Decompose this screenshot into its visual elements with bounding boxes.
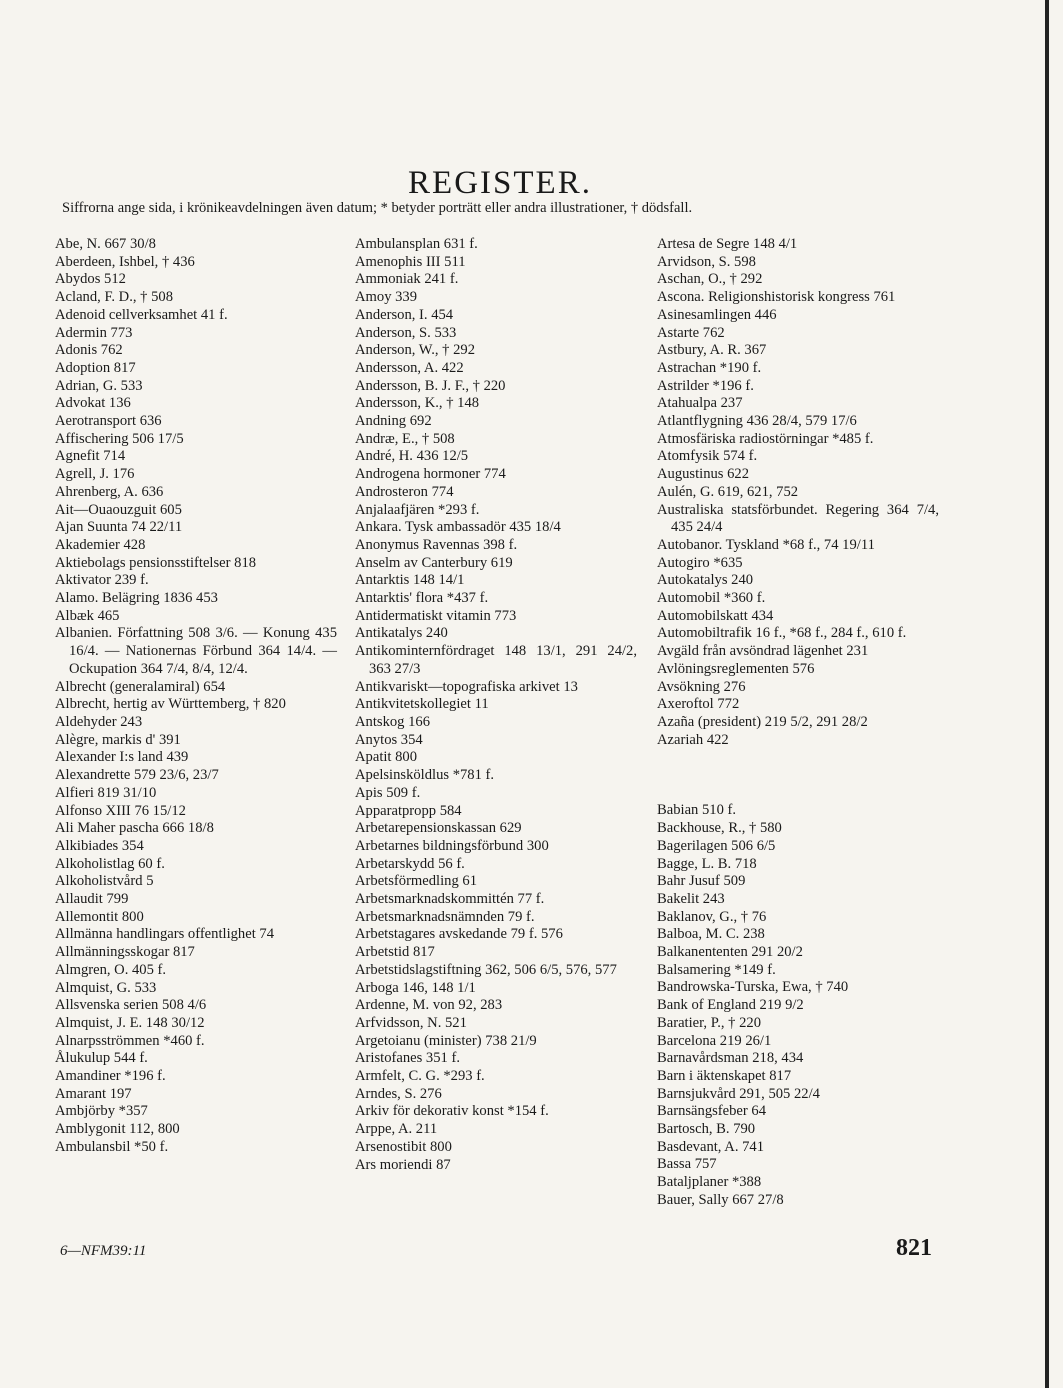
index-entry: Arbetarnes bildningsförbund 300 [355, 837, 549, 854]
index-entry: Artesa de Segre 148 4/1 [657, 236, 798, 252]
index-entry: Alfonso XIII 76 15/12 [55, 802, 186, 819]
signature-mark: 6—NFM39:11 [60, 1243, 147, 1259]
index-entry: Bandrowska-Turska, Ewa, † 740 [657, 979, 849, 996]
index-entry: Anjalaafjären *293 f. [355, 501, 480, 518]
index-entry: Bassa 757 [657, 1156, 717, 1173]
index-entry: Almquist, G. 533 [55, 979, 157, 996]
index-entry: Aschan, O., † 292 [657, 271, 763, 288]
index-entry: Abe, N. 667 30/8 [55, 236, 156, 252]
index-entry: Apatit 800 [355, 749, 418, 766]
index-entry: Aktiebolags pensionsstiftelser 818 [55, 554, 257, 571]
index-entry: Bagge, L. B. 718 [657, 855, 757, 872]
index-entry: Balsamering *149 f. [657, 961, 776, 978]
index-entry: Bataljplaner *388 [657, 1174, 762, 1191]
index-entry: Albrecht, hertig av Württemberg, † 820 [55, 696, 286, 713]
index-entry: Babian 510 f. [657, 802, 737, 819]
index-entry: Barnsängsfeber 64 [657, 1103, 767, 1120]
index-entry: Ambulansplan 631 f. [355, 236, 478, 252]
index-entry: Bank of England 219 9/2 [657, 997, 804, 1014]
index-entry: Antidermatiskt vitamin 773 [355, 607, 517, 624]
index-entry: Australiska statsförbundet. Regering 364 7/4, 435 24/4 [657, 501, 939, 536]
index-entry: Azariah 422 [657, 731, 729, 748]
index-entry: Andersson, K., † 148 [355, 395, 480, 412]
index-entry: Adonis 762 [55, 342, 123, 359]
index-entry: Antikatalys 240 [355, 625, 448, 642]
index-entry: Barcelona 219 26/1 [657, 1032, 772, 1049]
index-entry: Alkibiades 354 [55, 837, 144, 854]
index-entry: Argetoianu (minister) 738 21/9 [355, 1032, 537, 1049]
index-entry: Advokat 136 [55, 395, 131, 412]
index-entry: Atomfysik 574 f. [657, 448, 758, 465]
index-entry: Arbetstidslagstiftning 362, 506 6/5, 576, 577 [355, 961, 617, 978]
page-number: 821 [896, 1235, 932, 1261]
index-entry: Backhouse, R., † 580 [657, 820, 782, 837]
index-entry: Automobil *360 f. [657, 590, 766, 607]
index-entry: Alègre, markis d' 391 [55, 731, 181, 748]
index-entry: Almgren, O. 405 f. [55, 961, 167, 978]
index-entry: Antikvitetskollegiet 11 [355, 696, 489, 713]
index-entry: Albrecht (generalamiral) 654 [55, 678, 226, 695]
index-entry: Arsenostibit 800 [355, 1138, 452, 1155]
index-entry: Astrachan *190 f. [657, 359, 762, 376]
index-entry: Apparatpropp 584 [355, 802, 462, 819]
index-entry: Amoy 339 [355, 289, 418, 306]
section-gap [657, 749, 939, 802]
index-entry: Arkiv för dekorativ konst *154 f. [355, 1103, 549, 1120]
index-entry: Amblygonit 112, 800 [55, 1121, 180, 1138]
index-entry: Almquist, J. E. 148 30/12 [55, 1014, 205, 1031]
index-entry: Astbury, A. R. 367 [657, 342, 767, 359]
index-entry: Antarktis 148 14/1 [355, 572, 465, 589]
index-entry: Apis 509 f. [355, 784, 421, 801]
index-entry: Antskog 166 [355, 713, 430, 730]
index-entry: Basdevant, A. 741 [657, 1138, 765, 1155]
index-entry: Alnarpsströmmen *460 f. [55, 1032, 205, 1049]
index-entry: Baratier, P., † 220 [657, 1014, 761, 1031]
index-entry: Astrilder *196 f. [657, 377, 754, 394]
index-entry: Armfelt, C. G. *293 f. [355, 1068, 485, 1085]
register-legend: Siffrorna ange sida, i krönikeavdelningen även datum; * betyder porträtt eller andra illustrationer, † dödsfall. [62, 200, 693, 216]
index-entry: Aldehyder 243 [55, 713, 143, 730]
index-entry: Adermin 773 [55, 324, 133, 341]
index-entry: Ascona. Religionshistorisk kongress 761 [657, 289, 896, 306]
index-entry: Arbetstid 817 [355, 944, 435, 961]
index-entry: Axeroftol 772 [657, 696, 740, 713]
index-entry: Ålukulup 544 f. [55, 1050, 148, 1067]
index-entry: Alkoholistvård 5 [55, 873, 154, 890]
index-entry: Anonymus Ravennas 398 f. [355, 536, 518, 553]
index-entry: Arboga 146, 148 1/1 [355, 979, 476, 996]
index-entry: Amandiner *196 f. [55, 1068, 166, 1085]
index-entry: Albanien. Författning 508 3/6. — Konung 435 16/4. — Nationernas Förbund 364 14/4. — Ockupation 364 7/4, 8/4, 12/4. [55, 625, 337, 677]
index-entry: Balboa, M. C. 238 [657, 926, 765, 943]
page-edge [1045, 0, 1049, 1388]
index-entry: Asinesamlingen 446 [657, 306, 777, 323]
index-entry: Ammoniak 241 f. [355, 271, 459, 288]
index-entry: Adenoid cellverksamhet 41 f. [55, 306, 228, 323]
index-entry: Agnefit 714 [55, 448, 126, 465]
index-entry: Androgena hormoner 774 [355, 466, 506, 483]
index-entry: Andersson, A. 422 [355, 359, 464, 376]
index-entry: Bauer, Sally 667 27/8 [657, 1191, 784, 1208]
index-entry: Ali Maher pascha 666 18/8 [55, 820, 214, 837]
index-entry: Automobilskatt 434 [657, 607, 774, 624]
index-entry: Ars moriendi 87 [355, 1156, 451, 1173]
index-entry: Arbetarepensionskassan 629 [355, 820, 522, 837]
index-entry: Ajan Suunta 74 22/11 [55, 519, 183, 536]
index-entry: Akademier 428 [55, 536, 146, 553]
index-entry: Andræ, E., † 508 [355, 430, 455, 447]
index-entry: Atmosfäriska radiostörningar *485 f. [657, 430, 874, 447]
index-entry: Ahrenberg, A. 636 [55, 483, 164, 500]
index-entry: Arbetarskydd 56 f. [355, 855, 465, 872]
index-entry: Abydos 512 [55, 271, 126, 288]
index-entry: Ambulansbil *50 f. [55, 1138, 169, 1155]
index-entry: Arbetsmarknadskommittén 77 f. [355, 891, 545, 908]
index-entry: Alexander I:s land 439 [55, 749, 189, 766]
index-entry: Atlantflygning 436 28/4, 579 17/6 [657, 413, 857, 430]
index-entry: Baklanov, G., † 76 [657, 908, 767, 925]
index-entry: Avsökning 276 [657, 678, 746, 695]
index-entry: Augustinus 622 [657, 466, 750, 483]
index-entry: Antikominternfördraget 148 13/1, 291 24/2, 363 27/3 [355, 643, 637, 677]
index-entry: Allaudit 799 [55, 891, 129, 908]
index-entry: Arvidson, S. 598 [657, 253, 756, 270]
index-column-3 [657, 236, 939, 1210]
index-entry: Autogiro *635 [657, 554, 743, 571]
index-entry: Amenophis III 511 [355, 253, 466, 270]
index-entry: Bahr Jusuf 509 [657, 873, 746, 890]
index-entry: Affischering 506 17/5 [55, 430, 184, 447]
index-entry: Barnsjukvård 291, 505 22/4 [657, 1085, 820, 1102]
index-entry: Andersson, B. J. F., † 220 [355, 377, 506, 394]
index-entry: Anderson, W., † 292 [355, 342, 475, 359]
index-entry: Bartosch, B. 790 [657, 1121, 756, 1138]
index-entry: Alfieri 819 31/10 [55, 784, 157, 801]
index-entry: Ardenne, M. von 92, 283 [355, 997, 503, 1014]
index-entry: Bagerilagen 506 6/5 [657, 837, 776, 854]
index-entry: André, H. 436 12/5 [355, 448, 469, 465]
index-entry: Allmänna handlingars offentlighet 74 [55, 926, 274, 943]
index-entry: Albæk 465 [55, 607, 120, 624]
index-entry: Anderson, I. 454 [355, 306, 454, 323]
index-entry: Automobiltrafik 16 f., *68 f., 284 f., 610 f. [657, 625, 907, 642]
index-entry: Allemontit 800 [55, 908, 144, 925]
index-column-1 [55, 236, 337, 1157]
index-entry: Bakelit 243 [657, 890, 725, 907]
index-entry: Anselm av Canterbury 619 [355, 554, 513, 571]
index-entry: Avgäld från avsöndrad lägenhet 231 [657, 643, 869, 660]
index-entry: Agrell, J. 176 [55, 466, 135, 483]
index-entry: Balkanententen 291 20/2 [657, 944, 803, 961]
index-entry: Allsvenska serien 508 4/6 [55, 997, 207, 1014]
index-entry: Aristofanes 351 f. [355, 1050, 460, 1067]
index-entry: Anytos 354 [355, 731, 423, 748]
index-entry: Avlöningsreglementen 576 [657, 660, 815, 677]
index-entry: Anderson, S. 533 [355, 324, 457, 341]
index-entry: Andning 692 [355, 413, 432, 430]
index-entry: Adrian, G. 533 [55, 377, 143, 394]
index-entry: Antarktis' flora *437 f. [355, 590, 489, 607]
index-entry: Alamo. Belägring 1836 453 [55, 590, 218, 607]
index-entry: Arfvidsson, N. 521 [355, 1014, 467, 1031]
index-entry: Ait—Ouaouzguit 605 [55, 501, 182, 518]
index-entry: Arbetsmarknadsnämnden 79 f. [355, 908, 535, 925]
index-entry: Apelsinsköldlus *781 f. [355, 767, 495, 784]
index-entry: Ambjörby *357 [55, 1103, 148, 1120]
index-entry: Alexandrette 579 23/6, 23/7 [55, 767, 219, 784]
index-column-2 [355, 236, 637, 1174]
index-entry: Androsteron 774 [355, 483, 454, 500]
index-entry: Arbetstagares avskedande 79 f. 576 [355, 926, 563, 943]
index-entry: Astarte 762 [657, 324, 725, 341]
index-entry: Amarant 197 [55, 1085, 132, 1102]
index-entry: Acland, F. D., † 508 [55, 289, 174, 306]
index-entry: Autokatalys 240 [657, 572, 754, 589]
index-entry: Azaña (president) 219 5/2, 291 28/2 [657, 713, 868, 730]
index-entry: Allmänningsskogar 817 [55, 944, 195, 961]
index-entry: Adoption 817 [55, 359, 136, 376]
page-title: REGISTER. [408, 165, 592, 202]
index-entry: Aktivator 239 f. [55, 572, 149, 589]
index-entry: Aerotransport 636 [55, 413, 162, 430]
index-entry: Ankara. Tysk ambassadör 435 18/4 [355, 519, 561, 536]
index-entry: Autobanor. Tyskland *68 f., 74 19/11 [657, 536, 875, 553]
index-entry: Aulén, G. 619, 621, 752 [657, 483, 799, 500]
index-entry: Arbetsförmedling 61 [355, 873, 477, 890]
index-entry: Atahualpa 237 [657, 395, 743, 412]
index-entry: Aberdeen, Ishbel, † 436 [55, 253, 195, 270]
index-entry: Alkoholistlag 60 f. [55, 855, 165, 872]
index-entry: Antikvariskt—topografiska arkivet 13 [355, 678, 578, 695]
index-entry: Arppe, A. 211 [355, 1121, 438, 1138]
index-entry: Barn i äktenskapet 817 [657, 1067, 792, 1084]
index-entry: Barnavårdsman 218, 434 [657, 1050, 804, 1067]
index-entry: Arndes, S. 276 [355, 1085, 442, 1102]
